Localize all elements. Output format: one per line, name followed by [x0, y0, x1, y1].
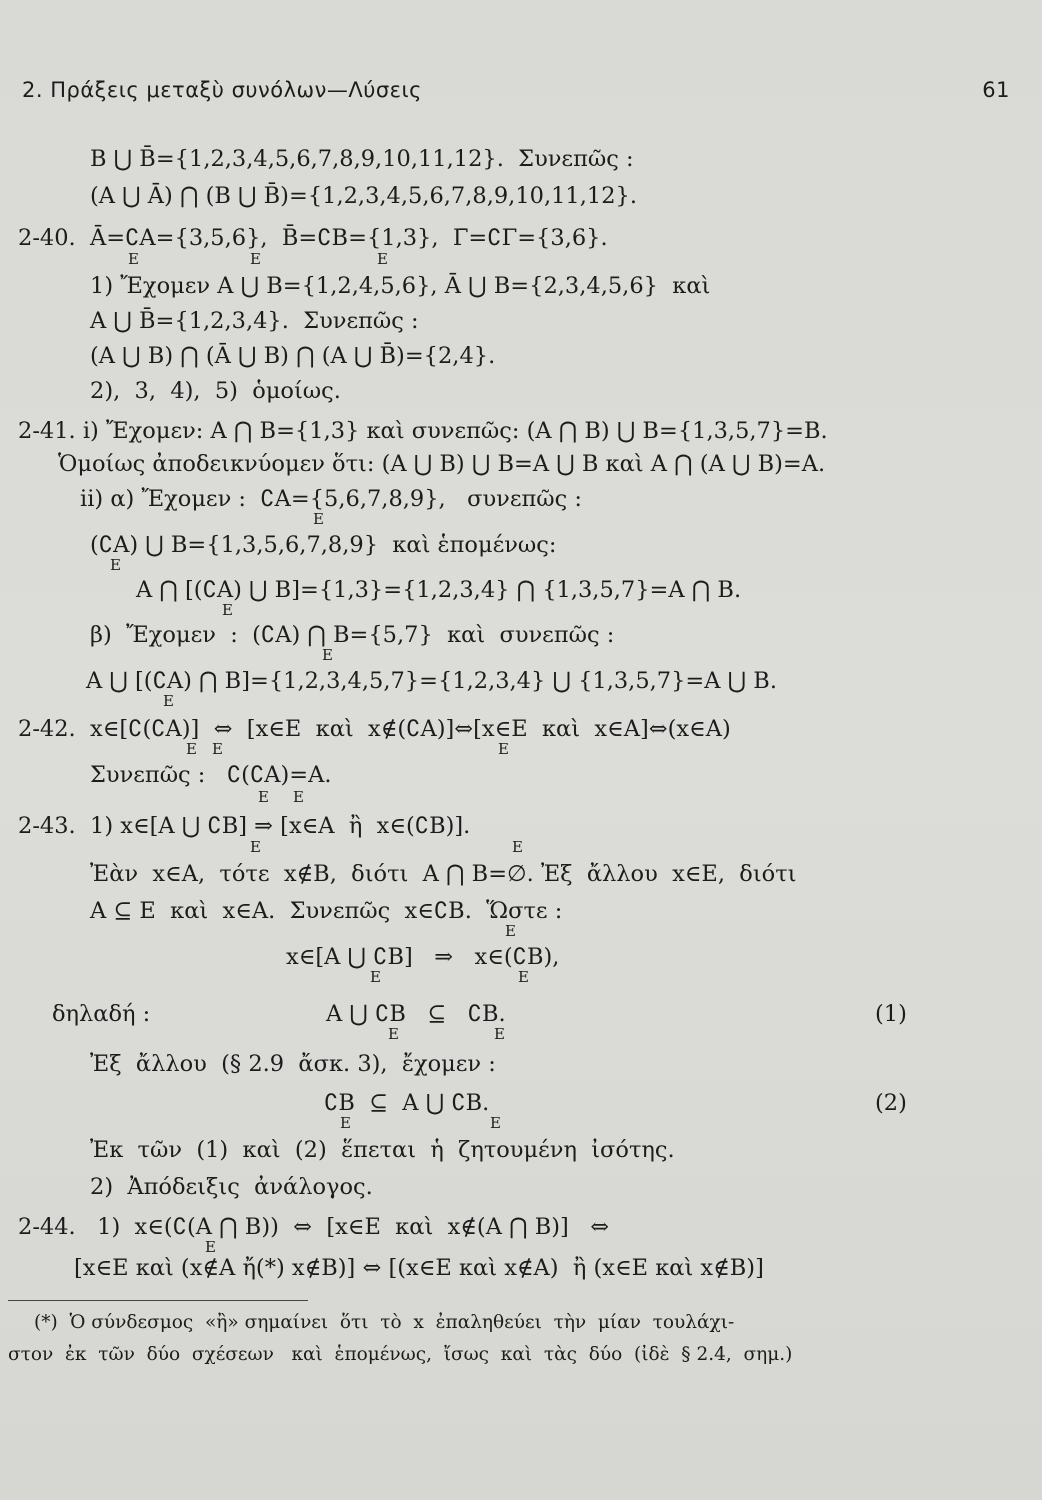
- subscript: E: [205, 1238, 216, 1256]
- formula: A ⋃ ∁B ⊆ ∁B.: [326, 1001, 506, 1027]
- subscript: E: [128, 250, 139, 268]
- text-line: A ⋃ B̄={1,2,3,4}. Συνεπῶς :: [90, 308, 419, 334]
- text-line: Ἐξ ἄλλου (§ 2.9 ἄσκ. 3), ἔχομεν :: [90, 1051, 496, 1077]
- subscript: E: [163, 692, 174, 710]
- formula: ∁B ⊆ A ⋃ ∁B.: [324, 1090, 490, 1116]
- subscript: E: [222, 601, 233, 619]
- footnote-line: (*) Ὁ σύνδεσμος «ἢ» σημαίνει ὅτι τὸ x ἐπαληθεύει τὴν μίαν τουλάχι-: [34, 1312, 735, 1333]
- text-line: (∁A) ⋃ B={1,3,5,6,7,8,9} καὶ ἑπομένως:: [90, 532, 557, 558]
- subscript: E: [322, 646, 333, 664]
- subscript: E: [340, 1114, 351, 1132]
- subscript: E: [505, 922, 516, 940]
- exercise-2-40: 2-40. Ā=∁A={3,5,6}, B̄=∁B={1,3}, Γ̄=∁Γ={3,6}.: [18, 225, 608, 251]
- page-number: 61: [982, 78, 1010, 102]
- running-header: [22, 78, 1010, 102]
- text-line: A ⊆ E καὶ x∈A. Συνεπῶς x∈∁B. Ὥστε :: [90, 898, 563, 924]
- text-line: A ⋃ [(∁A) ⋂ B]={1,2,3,4,5,7}={1,2,3,4} ⋃ {1,3,5,7}=A ⋃ B.: [86, 668, 777, 694]
- footnote-rule: [8, 1300, 308, 1301]
- text-line: 2), 3, 4), 5) ὁμοίως.: [90, 378, 341, 404]
- text-line: [x∈E καὶ (x∉A ἤ(*) x∉B)] ⇔ [(x∈E καὶ x∉A) ἢ (x∈E καὶ x∉B)]: [74, 1255, 764, 1281]
- equation-number: (1): [875, 1001, 907, 1027]
- exercise-2-41: 2-41. i) Ἔχομεν: A ⋂ B={1,3} καὶ συνεπῶς: (A ⋂ B) ⋃ B={1,3,5,7}=B.: [18, 418, 828, 444]
- text-line: Ὁμοίως ἀποδεικνύομεν ὅτι: (A ⋃ B) ⋃ B=A ⋃ B καὶ A ⋂ (A ⋃ B)=A.: [58, 451, 826, 477]
- subscript: E: [250, 250, 261, 268]
- subscript: E: [377, 250, 388, 268]
- text-line: 2) Ἀπόδειξις ἀνάλογος.: [90, 1174, 373, 1200]
- subscript: E: [512, 838, 523, 856]
- subscript: E: [370, 968, 381, 986]
- subscript: E: [293, 788, 304, 806]
- exercise-2-43: 2-43. 1) x∈[A ⋃ ∁B] ⇒ [x∈A ἢ x∈(∁B)].: [18, 813, 471, 839]
- text-line: Ἐκ τῶν (1) καὶ (2) ἕπεται ἡ ζητουμένη ἰσότης.: [90, 1137, 675, 1163]
- subscript: E: [490, 1114, 501, 1132]
- text-line: δηλαδή :: [52, 1001, 151, 1027]
- subscript: E: [250, 838, 261, 856]
- text-line: A ⋂ [(∁A) ⋃ B]={1,3}={1,2,3,4} ⋂ {1,3,5,7}=A ⋂ B.: [136, 577, 742, 603]
- exercise-2-42: 2-42. x∈[∁(∁A)] ⇔ [x∈E καὶ x∉(∁A)]⇔[x∈E καὶ x∈A]⇔(x∈A): [18, 716, 731, 742]
- subscript: E: [494, 1025, 505, 1043]
- exercise-2-44: 2-44. 1) x∈(∁(A ⋂ B)) ⇔ [x∈E καὶ x∉(A ⋂ B)] ⇔: [18, 1214, 610, 1240]
- subscript: E: [110, 556, 121, 574]
- subscript: E: [212, 740, 223, 758]
- text-line: ii) α) Ἔχομεν : ∁A={5,6,7,8,9}, συνεπῶς :: [80, 486, 582, 512]
- text-line: Συνεπῶς : ∁(∁A)=A.: [90, 762, 332, 788]
- text-line: β) Ἔχομεν : (∁A) ⋂ B={5,7} καὶ συνεπῶς :: [90, 622, 615, 648]
- subscript: E: [388, 1025, 399, 1043]
- text-line: 1) Ἔχομεν A ⋃ B={1,2,4,5,6}, Ā ⋃ B={2,3,4,5,6} καὶ: [90, 273, 711, 299]
- text-line: Ἐὰν x∈A, τότε x∉B, διότι A ⋂ B=∅. Ἐξ ἄλλου x∈E, διότι: [90, 861, 797, 887]
- subscript: E: [518, 968, 529, 986]
- text-line: B ⋃ B̄={1,2,3,4,5,6,7,8,9,10,11,12}. Συνεπῶς :: [90, 146, 634, 172]
- header-title: 2. Πράξεις μεταξὺ συνόλων—Λύσεις: [22, 78, 422, 102]
- subscript: E: [258, 788, 269, 806]
- footnote-line: στον ἐκ τῶν δύο σχέσεων καὶ ἑπομένως, ἴσως καὶ τὰς δύο (ἰδὲ § 2.4, σημ.): [8, 1344, 793, 1365]
- subscript: E: [313, 510, 324, 528]
- text-line: (A ⋃ B) ⋂ (Ā ⋃ B) ⋂ (A ⋃ B̄)={2,4}.: [90, 343, 496, 369]
- subscript: E: [498, 740, 509, 758]
- text-line: x∈[A ⋃ ∁B] ⇒ x∈(∁B),: [286, 944, 560, 970]
- subscript: E: [186, 740, 197, 758]
- text-line: (A ⋃ Ā) ⋂ (B ⋃ B̄)={1,2,3,4,5,6,7,8,9,10,11,12}.: [90, 183, 637, 209]
- equation-number: (2): [875, 1090, 907, 1116]
